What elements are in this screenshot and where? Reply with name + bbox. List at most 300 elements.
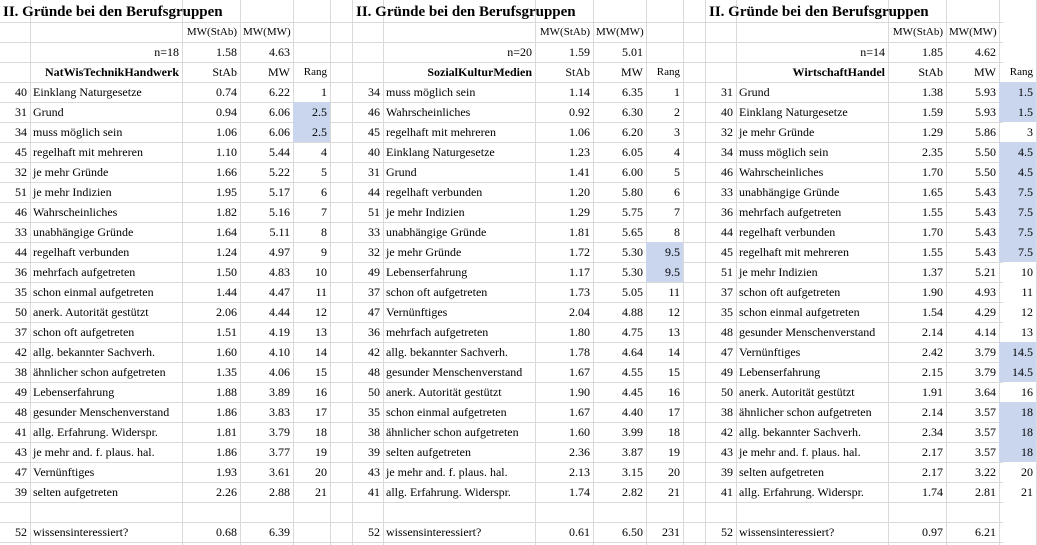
row-stab[interactable]: 1.17 bbox=[569, 265, 590, 279]
footer-id[interactable]: 52 bbox=[15, 525, 27, 539]
row-mw[interactable]: 5.17 bbox=[269, 185, 290, 199]
row-id[interactable]: 50 bbox=[15, 305, 27, 319]
row-mw[interactable]: 3.22 bbox=[975, 465, 996, 479]
row-id[interactable]: 33 bbox=[721, 185, 733, 199]
row-rang[interactable]: 1 bbox=[321, 85, 327, 99]
row-mw[interactable]: 4.10 bbox=[269, 345, 290, 359]
row-mw[interactable]: 3.87 bbox=[622, 445, 643, 459]
row-stab[interactable]: 1.90 bbox=[922, 285, 943, 299]
row-stab[interactable]: 1.81 bbox=[216, 425, 237, 439]
row-stab[interactable]: 1.86 bbox=[216, 405, 237, 419]
row-stab[interactable]: 1.41 bbox=[569, 165, 590, 179]
row-mw[interactable]: 5.80 bbox=[622, 185, 643, 199]
row-mw[interactable]: 2.82 bbox=[622, 485, 643, 499]
row-rang[interactable]: 5 bbox=[674, 165, 680, 179]
row-label[interactable]: anerk. Autorität gestützt bbox=[739, 385, 855, 399]
row-rang[interactable]: 16 bbox=[315, 385, 327, 399]
row-rang[interactable]: 21 bbox=[1021, 485, 1033, 499]
row-stab[interactable]: 1.24 bbox=[216, 245, 237, 259]
row-id[interactable]: 40 bbox=[721, 105, 733, 119]
row-label[interactable]: Lebenserfahrung bbox=[739, 365, 821, 379]
row-mw[interactable]: 2.81 bbox=[975, 485, 996, 499]
row-mw[interactable]: 3.57 bbox=[975, 445, 996, 459]
row-rang[interactable]: 11 bbox=[315, 285, 327, 299]
row-stab[interactable]: 1.59 bbox=[922, 105, 943, 119]
row-id[interactable]: 45 bbox=[368, 125, 380, 139]
row-mw[interactable]: 4.88 bbox=[622, 305, 643, 319]
row-label[interactable]: Vernünftiges bbox=[739, 345, 801, 359]
row-label[interactable]: schon einmal aufgetreten bbox=[739, 305, 860, 319]
row-stab[interactable]: 1.23 bbox=[569, 145, 590, 159]
row-stab[interactable]: 2.34 bbox=[922, 425, 943, 439]
row-rang[interactable]: 7.5 bbox=[999, 222, 1036, 242]
row-mw[interactable]: 5.05 bbox=[622, 285, 643, 299]
row-id[interactable]: 34 bbox=[721, 145, 733, 159]
row-stab[interactable]: 1.44 bbox=[216, 285, 237, 299]
row-mw[interactable]: 4.19 bbox=[269, 325, 290, 339]
row-mw[interactable]: 5.43 bbox=[975, 205, 996, 219]
row-id[interactable]: 51 bbox=[721, 265, 733, 279]
row-rang[interactable]: 18 bbox=[315, 425, 327, 439]
row-rang[interactable]: 4.5 bbox=[999, 142, 1036, 162]
row-label[interactable]: regelhaft mit mehreren bbox=[739, 245, 849, 259]
row-stab[interactable]: 2.04 bbox=[569, 305, 590, 319]
row-stab[interactable]: 1.06 bbox=[216, 125, 237, 139]
row-stab[interactable]: 0.74 bbox=[216, 85, 237, 99]
row-label[interactable]: je mehr Indizien bbox=[33, 185, 112, 199]
row-mw[interactable]: 4.40 bbox=[622, 405, 643, 419]
row-id[interactable]: 45 bbox=[15, 145, 27, 159]
row-mw[interactable]: 4.64 bbox=[622, 345, 643, 359]
footer-stab[interactable]: 0.68 bbox=[216, 525, 237, 539]
row-label[interactable]: selten aufgetreten bbox=[386, 445, 471, 459]
row-rang[interactable]: 9 bbox=[321, 245, 327, 259]
row-label[interactable]: je mehr Indizien bbox=[739, 265, 818, 279]
footer-rang[interactable]: 231 bbox=[662, 525, 680, 539]
row-rang[interactable]: 8 bbox=[674, 225, 680, 239]
row-id[interactable]: 39 bbox=[721, 465, 733, 479]
row-id[interactable]: 37 bbox=[15, 325, 27, 339]
row-mw[interactable]: 3.89 bbox=[269, 385, 290, 399]
row-id[interactable]: 48 bbox=[721, 325, 733, 339]
row-mw[interactable]: 4.06 bbox=[269, 365, 290, 379]
row-label[interactable]: Lebenserfahrung bbox=[386, 265, 468, 279]
row-label[interactable]: regelhaft mit mehreren bbox=[386, 125, 496, 139]
row-mw[interactable]: 5.21 bbox=[975, 265, 996, 279]
row-label[interactable]: ähnlicher schon aufgetreten bbox=[739, 405, 872, 419]
row-id[interactable]: 41 bbox=[368, 485, 380, 499]
row-rang[interactable]: 7.5 bbox=[999, 182, 1036, 202]
footer-id[interactable]: 52 bbox=[721, 525, 733, 539]
row-id[interactable]: 40 bbox=[15, 85, 27, 99]
row-rang[interactable]: 5 bbox=[321, 165, 327, 179]
row-label[interactable]: schon einmal aufgetreten bbox=[386, 405, 507, 419]
footer-rang[interactable] bbox=[293, 522, 330, 542]
row-rang[interactable]: 1 bbox=[674, 85, 680, 99]
row-id[interactable]: 42 bbox=[15, 345, 27, 359]
row-stab[interactable]: 2.13 bbox=[569, 465, 590, 479]
row-label[interactable]: regelhaft verbunden bbox=[33, 245, 130, 259]
row-stab[interactable]: 1.29 bbox=[569, 205, 590, 219]
row-stab[interactable]: 2.15 bbox=[922, 365, 943, 379]
row-mw[interactable]: 5.65 bbox=[622, 225, 643, 239]
row-id[interactable]: 41 bbox=[721, 485, 733, 499]
row-mw[interactable]: 3.15 bbox=[622, 465, 643, 479]
row-rang[interactable]: 11 bbox=[1021, 285, 1033, 299]
row-stab[interactable]: 1.93 bbox=[216, 465, 237, 479]
row-label[interactable]: Grund bbox=[386, 165, 417, 179]
row-id[interactable]: 35 bbox=[15, 285, 27, 299]
row-stab[interactable]: 1.66 bbox=[216, 165, 237, 179]
row-stab[interactable]: 1.95 bbox=[216, 185, 237, 199]
row-label[interactable]: anerk. Autorität gestützt bbox=[386, 385, 502, 399]
row-mw[interactable]: 2.88 bbox=[269, 485, 290, 499]
row-mw[interactable]: 3.64 bbox=[975, 385, 996, 399]
row-mw[interactable]: 6.05 bbox=[622, 145, 643, 159]
row-rang[interactable]: 6 bbox=[674, 185, 680, 199]
row-mw[interactable]: 4.75 bbox=[622, 325, 643, 339]
row-rang[interactable]: 2.5 bbox=[293, 102, 330, 122]
row-stab[interactable]: 1.91 bbox=[922, 385, 943, 399]
row-id[interactable]: 41 bbox=[15, 425, 27, 439]
row-id[interactable]: 35 bbox=[721, 305, 733, 319]
row-label[interactable]: gesunder Menschenverstand bbox=[739, 325, 876, 339]
row-label[interactable]: mehrfach aufgetreten bbox=[386, 325, 489, 339]
row-mw[interactable]: 4.45 bbox=[622, 385, 643, 399]
row-rang[interactable]: 9.5 bbox=[646, 242, 683, 262]
row-id[interactable]: 36 bbox=[721, 205, 733, 219]
row-rang[interactable]: 7.5 bbox=[999, 242, 1036, 262]
row-stab[interactable]: 2.42 bbox=[922, 345, 943, 359]
row-id[interactable]: 43 bbox=[368, 465, 380, 479]
row-mw[interactable]: 5.86 bbox=[975, 125, 996, 139]
row-id[interactable]: 44 bbox=[721, 225, 733, 239]
row-id[interactable]: 36 bbox=[368, 325, 380, 339]
row-rang[interactable]: 9.5 bbox=[646, 262, 683, 282]
row-id[interactable]: 48 bbox=[15, 405, 27, 419]
row-rang[interactable]: 20 bbox=[668, 465, 680, 479]
row-label[interactable]: Vernünftiges bbox=[33, 465, 95, 479]
row-id[interactable]: 45 bbox=[721, 245, 733, 259]
row-id[interactable]: 31 bbox=[368, 165, 380, 179]
row-label[interactable]: allg. Erfahrung. Widerspr. bbox=[739, 485, 864, 499]
row-mw[interactable]: 3.83 bbox=[269, 405, 290, 419]
row-label[interactable]: Grund bbox=[33, 105, 64, 119]
footer-mw[interactable]: 6.50 bbox=[622, 525, 643, 539]
row-id[interactable]: 47 bbox=[15, 465, 27, 479]
row-mw[interactable]: 6.35 bbox=[622, 85, 643, 99]
row-label[interactable]: muss möglich sein bbox=[739, 145, 829, 159]
row-label[interactable]: ähnlicher schon aufgetreten bbox=[33, 365, 166, 379]
row-rang[interactable]: 1.5 bbox=[999, 82, 1036, 102]
row-label[interactable]: je mehr Gründe bbox=[739, 125, 815, 139]
row-stab[interactable]: 1.06 bbox=[569, 125, 590, 139]
row-rang[interactable]: 6 bbox=[321, 185, 327, 199]
row-id[interactable]: 39 bbox=[368, 445, 380, 459]
row-label[interactable]: regelhaft verbunden bbox=[739, 225, 836, 239]
row-mw[interactable]: 5.11 bbox=[269, 225, 290, 239]
row-mw[interactable]: 3.79 bbox=[269, 425, 290, 439]
row-rang[interactable]: 18 bbox=[999, 402, 1036, 422]
row-id[interactable]: 43 bbox=[15, 445, 27, 459]
row-id[interactable]: 43 bbox=[721, 445, 733, 459]
row-rang[interactable]: 10 bbox=[1021, 265, 1033, 279]
row-rang[interactable]: 20 bbox=[315, 465, 327, 479]
row-stab[interactable]: 0.94 bbox=[216, 105, 237, 119]
row-label[interactable]: je mehr and. f. plaus. hal. bbox=[386, 465, 508, 479]
row-label[interactable]: Einklang Naturgesetze bbox=[386, 145, 495, 159]
row-stab[interactable]: 1.70 bbox=[922, 165, 943, 179]
row-id[interactable]: 32 bbox=[368, 245, 380, 259]
row-rang[interactable]: 3 bbox=[674, 125, 680, 139]
row-id[interactable]: 42 bbox=[368, 345, 380, 359]
row-id[interactable]: 48 bbox=[368, 365, 380, 379]
row-stab[interactable]: 1.78 bbox=[569, 345, 590, 359]
footer-id[interactable]: 52 bbox=[368, 525, 380, 539]
row-stab[interactable]: 1.51 bbox=[216, 325, 237, 339]
row-label[interactable]: allg. Erfahrung. Widerspr. bbox=[386, 485, 511, 499]
row-id[interactable]: 32 bbox=[721, 125, 733, 139]
row-stab[interactable]: 1.90 bbox=[569, 385, 590, 399]
row-mw[interactable]: 5.43 bbox=[975, 225, 996, 239]
row-rang[interactable]: 13 bbox=[1021, 325, 1033, 339]
row-label[interactable]: gesunder Menschenverstand bbox=[33, 405, 170, 419]
row-id[interactable]: 42 bbox=[721, 425, 733, 439]
row-mw[interactable]: 5.43 bbox=[975, 185, 996, 199]
row-stab[interactable]: 1.88 bbox=[216, 385, 237, 399]
row-label[interactable]: schon oft aufgetreten bbox=[33, 325, 135, 339]
row-mw[interactable]: 3.79 bbox=[975, 345, 996, 359]
row-id[interactable]: 37 bbox=[368, 285, 380, 299]
row-rang[interactable]: 18 bbox=[668, 425, 680, 439]
row-rang[interactable]: 18 bbox=[999, 442, 1036, 462]
row-label[interactable]: selten aufgetreten bbox=[739, 465, 824, 479]
row-id[interactable]: 51 bbox=[15, 185, 27, 199]
row-label[interactable]: allg. bekannter Sachverh. bbox=[386, 345, 508, 359]
row-stab[interactable]: 1.37 bbox=[922, 265, 943, 279]
row-id[interactable]: 49 bbox=[15, 385, 27, 399]
row-mw[interactable]: 4.55 bbox=[622, 365, 643, 379]
row-rang[interactable]: 21 bbox=[668, 485, 680, 499]
row-stab[interactable]: 1.60 bbox=[569, 425, 590, 439]
row-rang[interactable]: 16 bbox=[1021, 385, 1033, 399]
row-mw[interactable]: 4.47 bbox=[269, 285, 290, 299]
row-stab[interactable]: 2.17 bbox=[922, 465, 943, 479]
row-rang[interactable]: 1.5 bbox=[999, 102, 1036, 122]
row-label[interactable]: unabhängige Gründe bbox=[33, 225, 134, 239]
footer-stab[interactable]: 0.61 bbox=[569, 525, 590, 539]
row-id[interactable]: 38 bbox=[721, 405, 733, 419]
row-id[interactable]: 33 bbox=[15, 225, 27, 239]
row-label[interactable]: regelhaft verbunden bbox=[386, 185, 483, 199]
row-mw[interactable]: 3.99 bbox=[622, 425, 643, 439]
row-id[interactable]: 49 bbox=[368, 265, 380, 279]
row-id[interactable]: 31 bbox=[15, 105, 27, 119]
row-id[interactable]: 37 bbox=[721, 285, 733, 299]
row-rang[interactable]: 18 bbox=[999, 422, 1036, 442]
row-label[interactable]: Lebenserfahrung bbox=[33, 385, 115, 399]
row-rang[interactable]: 2 bbox=[674, 105, 680, 119]
row-rang[interactable]: 17 bbox=[315, 405, 327, 419]
row-id[interactable]: 51 bbox=[368, 205, 380, 219]
row-id[interactable]: 50 bbox=[721, 385, 733, 399]
row-label[interactable]: Grund bbox=[739, 85, 770, 99]
row-rang[interactable]: 13 bbox=[315, 325, 327, 339]
row-label[interactable]: unabhängige Gründe bbox=[739, 185, 840, 199]
row-stab[interactable]: 2.35 bbox=[922, 145, 943, 159]
row-label[interactable]: Wahrscheinliches bbox=[386, 105, 471, 119]
row-id[interactable]: 46 bbox=[721, 165, 733, 179]
row-stab[interactable]: 2.36 bbox=[569, 445, 590, 459]
row-mw[interactable]: 5.30 bbox=[622, 265, 643, 279]
row-rang[interactable]: 4 bbox=[321, 145, 327, 159]
row-mw[interactable]: 3.79 bbox=[975, 365, 996, 379]
row-mw[interactable]: 4.83 bbox=[269, 265, 290, 279]
row-label[interactable]: unabhängige Gründe bbox=[386, 225, 487, 239]
row-label[interactable]: regelhaft mit mehreren bbox=[33, 145, 143, 159]
row-mw[interactable]: 4.29 bbox=[975, 305, 996, 319]
row-label[interactable]: mehrfach aufgetreten bbox=[33, 265, 136, 279]
row-stab[interactable]: 1.50 bbox=[216, 265, 237, 279]
row-rang[interactable]: 7 bbox=[674, 205, 680, 219]
row-id[interactable]: 44 bbox=[368, 185, 380, 199]
row-mw[interactable]: 5.50 bbox=[975, 165, 996, 179]
row-mw[interactable]: 4.44 bbox=[269, 305, 290, 319]
row-rang[interactable]: 21 bbox=[315, 485, 327, 499]
row-label[interactable]: selten aufgetreten bbox=[33, 485, 118, 499]
row-rang[interactable]: 13 bbox=[668, 325, 680, 339]
row-label[interactable]: mehrfach aufgetreten bbox=[739, 205, 842, 219]
row-stab[interactable]: 1.74 bbox=[922, 485, 943, 499]
row-rang[interactable]: 19 bbox=[668, 445, 680, 459]
row-mw[interactable]: 5.93 bbox=[975, 85, 996, 99]
row-rang[interactable]: 4 bbox=[674, 145, 680, 159]
row-mw[interactable]: 3.61 bbox=[269, 465, 290, 479]
footer-label[interactable]: wissensinteressiert? bbox=[386, 525, 482, 539]
footer-label[interactable]: wissensinteressiert? bbox=[739, 525, 835, 539]
row-id[interactable]: 31 bbox=[721, 85, 733, 99]
row-stab[interactable]: 1.54 bbox=[922, 305, 943, 319]
row-stab[interactable]: 1.29 bbox=[922, 125, 943, 139]
row-label[interactable]: Wahrscheinliches bbox=[33, 205, 118, 219]
row-id[interactable]: 44 bbox=[15, 245, 27, 259]
row-stab[interactable]: 1.74 bbox=[569, 485, 590, 499]
row-label[interactable]: anerk. Autorität gestützt bbox=[33, 305, 149, 319]
row-mw[interactable]: 5.22 bbox=[269, 165, 290, 179]
row-stab[interactable]: 2.14 bbox=[922, 325, 943, 339]
row-rang[interactable]: 7.5 bbox=[999, 202, 1036, 222]
row-label[interactable]: je mehr Indizien bbox=[386, 205, 465, 219]
row-stab[interactable]: 2.26 bbox=[216, 485, 237, 499]
row-id[interactable]: 36 bbox=[15, 265, 27, 279]
row-id[interactable]: 33 bbox=[368, 225, 380, 239]
row-mw[interactable]: 6.06 bbox=[269, 105, 290, 119]
row-mw[interactable]: 6.00 bbox=[622, 165, 643, 179]
row-mw[interactable]: 6.06 bbox=[269, 125, 290, 139]
row-stab[interactable]: 1.14 bbox=[569, 85, 590, 99]
row-id[interactable]: 34 bbox=[368, 85, 380, 99]
row-mw[interactable]: 4.93 bbox=[975, 285, 996, 299]
row-stab[interactable]: 0.92 bbox=[569, 105, 590, 119]
row-stab[interactable]: 1.80 bbox=[569, 325, 590, 339]
footer-mw[interactable]: 6.21 bbox=[975, 525, 996, 539]
row-label[interactable]: allg. bekannter Sachverh. bbox=[739, 425, 861, 439]
row-rang[interactable]: 16 bbox=[668, 385, 680, 399]
row-label[interactable]: muss möglich sein bbox=[386, 85, 476, 99]
row-label[interactable]: je mehr and. f. plaus. hal. bbox=[739, 445, 861, 459]
row-label[interactable]: Einklang Naturgesetze bbox=[739, 105, 848, 119]
row-rang[interactable]: 11 bbox=[668, 285, 680, 299]
row-label[interactable]: allg. bekannter Sachverh. bbox=[33, 345, 155, 359]
row-rang[interactable]: 15 bbox=[315, 365, 327, 379]
row-stab[interactable]: 1.67 bbox=[569, 365, 590, 379]
row-stab[interactable]: 1.38 bbox=[922, 85, 943, 99]
row-label[interactable]: je mehr Gründe bbox=[33, 165, 109, 179]
row-label[interactable]: Wahrscheinliches bbox=[739, 165, 824, 179]
row-rang[interactable]: 10 bbox=[315, 265, 327, 279]
row-rang[interactable]: 14 bbox=[668, 345, 680, 359]
row-rang[interactable]: 19 bbox=[315, 445, 327, 459]
row-id[interactable]: 47 bbox=[721, 345, 733, 359]
row-id[interactable]: 39 bbox=[15, 485, 27, 499]
row-stab[interactable]: 2.06 bbox=[216, 305, 237, 319]
row-id[interactable]: 40 bbox=[368, 145, 380, 159]
row-id[interactable]: 46 bbox=[15, 205, 27, 219]
row-rang[interactable]: 12 bbox=[668, 305, 680, 319]
row-stab[interactable]: 2.17 bbox=[922, 445, 943, 459]
row-label[interactable]: allg. Erfahrung. Widerspr. bbox=[33, 425, 158, 439]
row-id[interactable]: 38 bbox=[368, 425, 380, 439]
row-mw[interactable]: 5.44 bbox=[269, 145, 290, 159]
row-mw[interactable]: 5.16 bbox=[269, 205, 290, 219]
row-label[interactable]: muss möglich sein bbox=[33, 125, 123, 139]
row-label[interactable]: schon oft aufgetreten bbox=[386, 285, 488, 299]
row-stab[interactable]: 1.67 bbox=[569, 405, 590, 419]
row-rang[interactable]: 12 bbox=[315, 305, 327, 319]
row-label[interactable]: schon oft aufgetreten bbox=[739, 285, 841, 299]
row-mw[interactable]: 5.93 bbox=[975, 105, 996, 119]
row-mw[interactable]: 4.97 bbox=[269, 245, 290, 259]
row-mw[interactable]: 5.50 bbox=[975, 145, 996, 159]
row-rang[interactable]: 14.5 bbox=[999, 342, 1036, 362]
row-stab[interactable]: 1.72 bbox=[569, 245, 590, 259]
row-mw[interactable]: 6.22 bbox=[269, 85, 290, 99]
footer-label[interactable]: wissensinteressiert? bbox=[33, 525, 129, 539]
row-label[interactable]: schon einmal aufgetreten bbox=[33, 285, 154, 299]
row-mw[interactable]: 6.20 bbox=[622, 125, 643, 139]
row-rang[interactable]: 7 bbox=[321, 205, 327, 219]
row-id[interactable]: 49 bbox=[721, 365, 733, 379]
row-stab[interactable]: 1.81 bbox=[569, 225, 590, 239]
row-rang[interactable]: 12 bbox=[1021, 305, 1033, 319]
row-stab[interactable]: 1.20 bbox=[569, 185, 590, 199]
row-label[interactable]: gesunder Menschenverstand bbox=[386, 365, 523, 379]
row-stab[interactable]: 1.70 bbox=[922, 225, 943, 239]
row-rang[interactable]: 8 bbox=[321, 225, 327, 239]
footer-stab[interactable]: 0.97 bbox=[922, 525, 943, 539]
row-label[interactable]: je mehr Gründe bbox=[386, 245, 462, 259]
row-stab[interactable]: 1.64 bbox=[216, 225, 237, 239]
row-stab[interactable]: 2.14 bbox=[922, 405, 943, 419]
row-rang[interactable]: 14 bbox=[315, 345, 327, 359]
row-rang[interactable]: 2.5 bbox=[293, 122, 330, 142]
row-stab[interactable]: 1.10 bbox=[216, 145, 237, 159]
footer-rang[interactable] bbox=[999, 522, 1036, 542]
row-id[interactable]: 35 bbox=[368, 405, 380, 419]
row-rang[interactable]: 3 bbox=[1027, 125, 1033, 139]
row-stab[interactable]: 1.86 bbox=[216, 445, 237, 459]
row-mw[interactable]: 5.30 bbox=[622, 245, 643, 259]
